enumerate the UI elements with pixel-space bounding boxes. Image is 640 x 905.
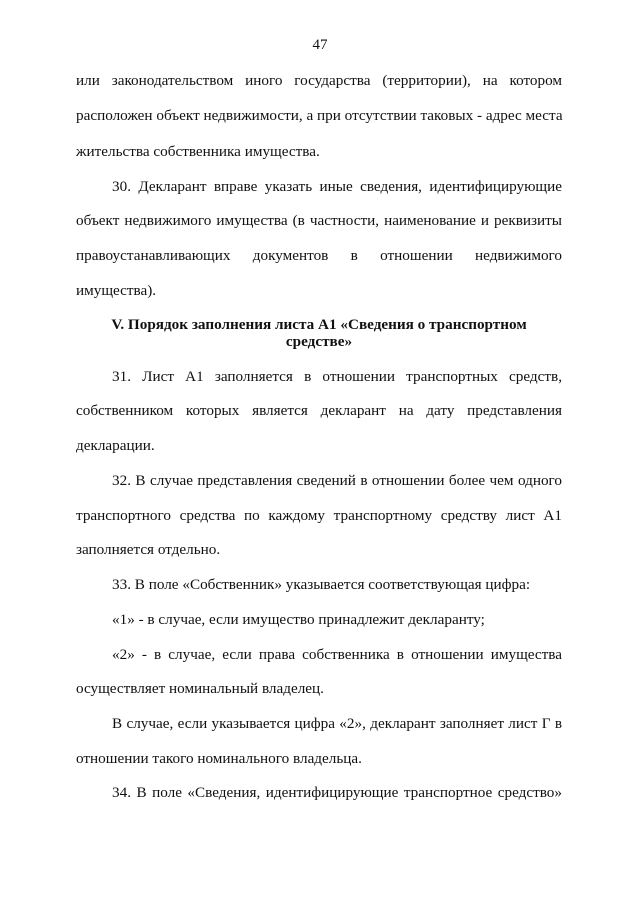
paragraph-line: 30. Декларант вправе указать иные сведения, идентифицирующие [112,178,562,195]
paragraph-line: правоустанавливающих документов в отношении недвижимого [76,247,562,264]
paragraph-line: 33. В поле «Собственник» указывается соответствующая цифра: [112,576,531,593]
paragraph-line: «1» - в случае, если имущество принадлежит декларанту; [112,611,485,628]
section-heading: V. Порядок заполнения листа А1 «Сведения о транспортном [111,316,527,333]
paragraph-line: 32. В случае представления сведений в отношении более чем одного [112,472,562,489]
paragraph-line: жительства собственника имущества. [76,143,320,160]
paragraph-line: декларации. [76,437,155,454]
paragraph-line: расположен объект недвижимости, а при отсутствии таковых - адрес места [76,107,563,124]
section-heading: средстве» [285,333,353,350]
paragraph-line: имущества). [76,282,157,299]
paragraph-line: 31. Лист А1 заполняется в отношении транспортных средств, [112,368,562,385]
page-number: 47 [312,37,328,53]
paragraph-line: «2» - в случае, если права собственника в отношении имущества [112,646,562,663]
paragraph-line: заполняется отдельно. [76,541,221,558]
paragraph-line: объект недвижимого имущества (в частности, наименование и реквизиты [76,212,562,229]
paragraph-line: собственником которых является декларант на дату представления [76,402,562,419]
paragraph-line: отношении такого номинального владельца. [76,750,362,767]
paragraph-line: осуществляет номинальный владелец. [76,680,324,697]
paragraph-line: В случае, если указывается цифра «2», декларант заполняет лист Г в [112,715,562,732]
paragraph-line: 34. В поле «Сведения, идентифицирующие транспортное средство» [112,784,562,801]
paragraph-line: или законодательством иного государства (территории), на котором [76,72,562,89]
paragraph-line: транспортного средства по каждому транспортному средству лист А1 [76,507,562,524]
